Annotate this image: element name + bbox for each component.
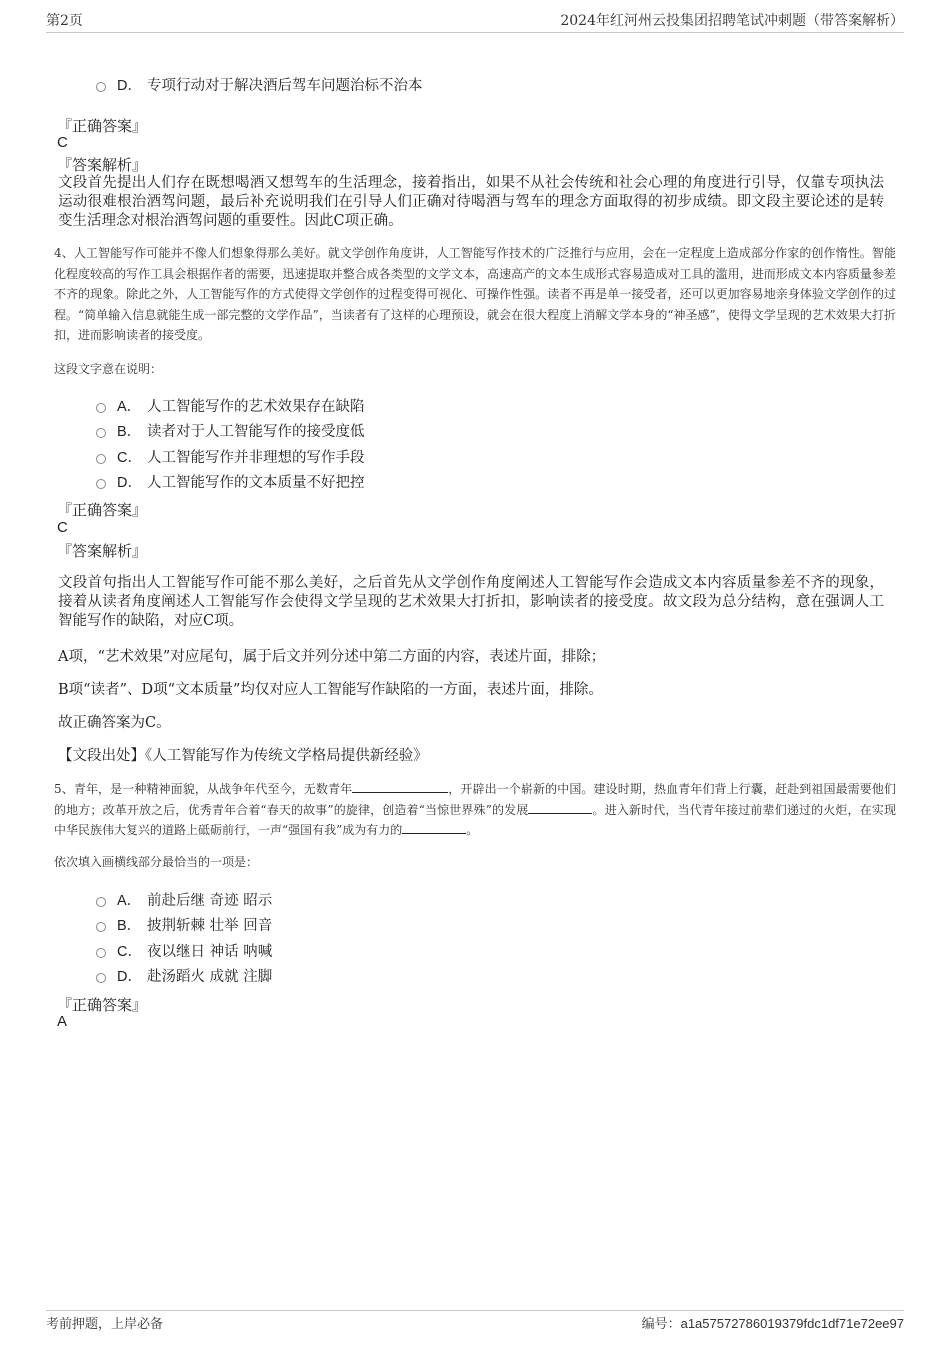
radio-icon[interactable] xyxy=(96,922,106,932)
answer-value: C xyxy=(57,134,68,151)
radio-icon[interactable] xyxy=(96,403,106,413)
q3-option-d[interactable] xyxy=(96,74,423,95)
answer-value: A xyxy=(57,1013,68,1030)
fill-blank-3 xyxy=(402,821,466,834)
document-code xyxy=(642,1313,904,1332)
explanation-options-bd: B项“读者”、D项“文本质量”均仅对应人工智能写作缺陷的一方面，表述片面，排除。 xyxy=(58,682,603,698)
option-text: 披荆斩棘 壮举 回音 xyxy=(147,918,273,934)
option-letter: D． xyxy=(117,475,142,491)
option-letter: A． xyxy=(117,893,142,909)
radio-icon[interactable] xyxy=(96,479,106,489)
option-text: 读者对于人工智能写作的接受度低 xyxy=(147,424,365,440)
q5-option-d[interactable] xyxy=(96,965,272,986)
option-text: 夜以继日 神话 呐喊 xyxy=(147,944,273,960)
explanation-text: 文段首先提出人们存在既想喝酒又想驾车的生活理念，接着指出，如果不从社会传统和社会心理的角度进行引导，仅靠专项执法运动很难根治酒驾问题，最后补充说明我们在引导人们正确对待喝酒与驾车的理念方面取得的初步成绩。即文段主要论述的是转变生活理念对根治酒驾问题的重要性。因此C项正确。 xyxy=(58,175,884,229)
q5-option-a[interactable] xyxy=(96,889,272,910)
answer-label: 『正确答案』 xyxy=(57,501,148,519)
stem-text: ，开辟出一个崭新的中国。建设时期，热血青年们背上行囊，赶赴到祖国最需要他们的地方；改革开放之后，优秀青年合着“春天的故事”的旋律，创造着“当惊世界殊”的发展 xyxy=(54,782,896,817)
option-text: 前赴后继 奇迹 昭示 xyxy=(147,893,273,909)
answer-label: 『正确答案』 xyxy=(57,117,148,135)
radio-icon[interactable] xyxy=(96,973,106,983)
explanation-text: 文段首句指出人工智能写作可能不那么美好，之后首先从文学创作角度阐述人工智能写作会造成文本内容质量参差不齐的现象，接着从读者角度阐述人工智能写作会使得文学呈现的艺术效果大打折扣，影响读者的接受度。故文段为总分结构，意在强调人工智能写作的缺陷，对应C项。 xyxy=(58,575,884,629)
stem-text: 。 xyxy=(466,823,479,837)
document-title: 2024年红河州云投集团招聘笔试冲刺题（带答案解析） xyxy=(560,13,904,29)
radio-icon[interactable] xyxy=(96,897,106,907)
explanation-label: 『答案解析』 xyxy=(57,156,148,174)
stem-text: 5、青年，是一种精神面貌，从战争年代至今，无数青年 xyxy=(54,782,353,796)
q4-option-a[interactable] xyxy=(96,395,365,416)
stem-text: 。进入新时代，当代青年接过前辈们递过的火炬，在实现中华民族伟大复兴的道路上砥砺前行，一声“强国有我”成为有力的 xyxy=(54,802,896,837)
option-text: 人工智能写作并非理想的写作手段 xyxy=(147,450,365,466)
option-text: 专项行动对于解决酒后驾车问题治标不治本 xyxy=(147,78,423,94)
code-value: a1a57572786019379fdc1df71e72ee97 xyxy=(680,1316,904,1331)
page-number: 第2页 xyxy=(46,13,83,29)
q5-option-b[interactable] xyxy=(96,914,272,935)
source-citation: 【文段出处】《人工智能写作为传统文学格局提供新经验》 xyxy=(58,748,428,764)
option-letter: B． xyxy=(117,918,142,934)
question-4-prompt: 这段文字意在说明： xyxy=(54,362,163,376)
question-5-prompt: 依次填入画横线部分最恰当的一项是： xyxy=(54,855,259,869)
code-label: 编号： xyxy=(641,1317,681,1332)
option-text: 赴汤蹈火 成就 注脚 xyxy=(147,969,273,985)
explanation-conclusion: 故正确答案为C。 xyxy=(58,715,171,731)
option-text: 人工智能写作的艺术效果存在缺陷 xyxy=(147,399,365,415)
radio-icon[interactable] xyxy=(96,82,106,92)
q4-option-d[interactable] xyxy=(96,471,365,492)
fill-blank-2 xyxy=(528,801,592,814)
fill-blank-1 xyxy=(352,780,448,793)
explanation-label: 『答案解析』 xyxy=(57,542,148,560)
option-letter: C． xyxy=(117,450,142,466)
q4-option-b[interactable] xyxy=(96,420,365,441)
q5-option-c[interactable] xyxy=(96,940,272,961)
option-letter: C． xyxy=(117,944,142,960)
option-letter: B． xyxy=(117,424,142,440)
option-letter: A． xyxy=(117,399,142,415)
radio-icon[interactable] xyxy=(96,428,106,438)
header-divider xyxy=(46,32,904,33)
explanation-option-a: A项，“艺术效果”对应尾句，属于后文并列分述中第二方面的内容，表述片面，排除； xyxy=(58,649,606,665)
radio-icon[interactable] xyxy=(96,454,106,464)
answer-value: C xyxy=(57,519,68,536)
q4-option-c[interactable] xyxy=(96,446,365,467)
option-letter: D． xyxy=(117,78,142,94)
question-5-stem xyxy=(54,779,896,841)
radio-icon[interactable] xyxy=(96,948,106,958)
footer-divider xyxy=(46,1310,904,1311)
question-4-stem: 4、人工智能写作可能并不像人们想象得那么美好。就文学创作角度讲，人工智能写作技术的广泛推行与应用，会在一定程度上造成部分作家的创作惰性。智能化程度较高的写作工具会根据作者的需要，迅速提取并整合成各类型的文学文本，高速高产的文本生成形式容易造成对工具的滥用，进而形成文本内容质量参差不齐的现象。除此之外，人工智能写作的方式使得文学创作的过程变得可视化、可操作性强。读者不再是单一接受者，还可以更加容易地亲身体验文学创作的过程。“简单输入信息就能生成一部完整的文学作品”，当读者有了这样的心理预设，就会在很大程度上消解文学本身的“神圣感”，使得文学呈现的艺术效果大打折扣，进而影响读者的接受度。 xyxy=(54,246,896,342)
option-letter: D． xyxy=(117,969,142,985)
option-text: 人工智能写作的文本质量不好把控 xyxy=(147,475,365,491)
answer-label: 『正确答案』 xyxy=(57,996,148,1014)
footer-slogan: 考前押题，上岸必备 xyxy=(46,1317,164,1332)
